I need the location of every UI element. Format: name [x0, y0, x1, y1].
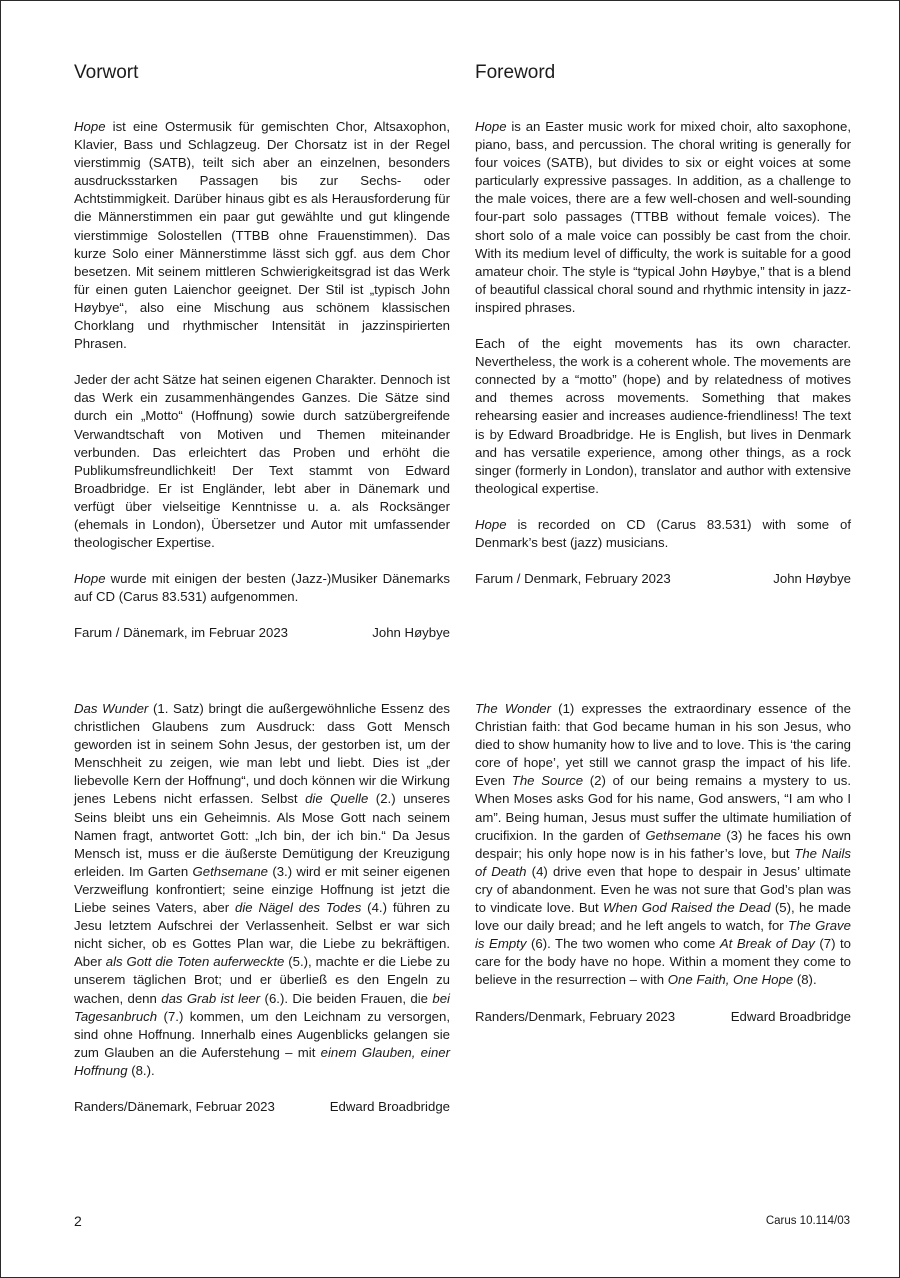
german-summary-block [74, 700, 450, 1116]
italic-title: Hope [74, 119, 106, 134]
english-signature-2 [475, 1008, 851, 1026]
italic-title: Hope [475, 119, 507, 134]
english-paragraph-3: Hope is recorded on CD (Carus 83.531) with some of Denmark’s best (jazz) musicians. [475, 516, 851, 550]
german-signature-2 [74, 1098, 450, 1116]
signature-author: Edward Broadbridge [730, 1008, 851, 1024]
italic-title: Gethsemane [645, 827, 721, 843]
german-foreword-block [74, 118, 450, 642]
page-title-german: Vorwort [74, 62, 139, 83]
italic-title: The Wonder [475, 701, 552, 716]
german-paragraph-4: Das Wunder (1. Satz) bringt die außergewöhnliche Essenz des christlichen Glaubens zum Ausdruck: dass Gott Mensch geworden ist in seinem Sohn Jesus, der gestorben ist, um der Menschheit zu zeigen, wie man lebt und liebt. Dies ist „der liebevolle Kern der Hoffnung“, und doch können wir die Wirkung jenes Lebens nicht erfassen. Selbst die Quelle (2.) unseres Seins bleibt uns ein Geheimnis. Als Mose Gott nach seinem Namen fragt, antwortet Gott: „Ich bin, der ich bin.“ Da Jesus Mensch ist, muss er die äußerste Demütigung der Kreuzigung erleiden. Im Garten Gethsemane (3.) wird er mit seiner eigenen Verzweiflung konfrontiert; seine einzige Hoffnung ist jetzt die Liebe seines Vaters, aber die Nägel des Todes (4.) führen zu Jesu letztem Aufschrei der Verlassenheit. Selbst er war sich nicht sicher, ob es Gottes Plan war, die Liebe zu bekräftigen. Aber als Gott die Toten auferweckte (5.), machte er die Liebe zu unserem täglichen Brot; und er überließ es den Engeln zu wachen, denn das Grab ist leer (6.). Die beiden Frauen, die bei Tagesanbruch (7.) kommen, um den Leichnam zu versorgen, sind ohne Hoffnung. Innerhalb eines Augenblicks gelangen sie zum Glauben an die Auferstehung – mit einem Glauben, einer Hoffnung (8.). [74, 701, 451, 1078]
italic-title: The Nails of Death [475, 845, 851, 879]
italic-title: als Gott die Toten auferweckte [105, 954, 285, 970]
german-signature-1 [74, 624, 450, 642]
italic-title: At Break of Day [719, 936, 815, 952]
signature-place-date: Farum / Dänemark, im Februar 2023 [74, 625, 289, 641]
english-signature-1 [475, 570, 851, 588]
italic-title: The Grave is Empty [475, 918, 851, 952]
english-paragraph-1: Hope is an Easter music work for mixed choir, alto saxophone, piano, bass, and percussion. The choral writing is generally for four voices (SATB), but divides to six or eight voices at some particularly expressive passages. In addition, as a challenge to the male voices, there are a few well-chosen and well-sounding four-part solo passages (TTBB without female voices). The short solo of a male voice can possibly be cast from the choir. With its medium level of difficulty, the work is suitable for a good amateur choir. The style is “typical John Høybye,” that is a blend of beautiful classical choral sound and rhythmic intensity in jazz-inspired phrases. [475, 119, 851, 315]
page-number: 2 [74, 1213, 82, 1229]
signature-author: John Høybye [773, 571, 851, 587]
italic-title: Hope [74, 571, 106, 587]
italic-title: When God Raised the Dead [603, 900, 771, 916]
english-summary-block [475, 700, 851, 1026]
italic-title: die Nägel des Todes [235, 900, 362, 916]
italic-title: einem Glauben, einer Hoffnung [74, 1044, 451, 1078]
italic-title: Hope [475, 516, 507, 532]
english-paragraph-4: The Wonder (1) expresses the extraordinary essence of the Christian faith: that God became human in his son Jesus, who died to show humanity how to live and to love. This is ‘the caring core of hope’, yet still we cannot grasp the impact of his life. Even The Source (2) of our being remains a mystery to us. When Moses asks God for his name, God answers, “I am who I am”. Being human, Jesus must suffer the ultimate humiliation of crucifixion. In the garden of Gethsemane (3) he faces his own despair; his only hope now is in his father’s love, but The Nails of Death (4) drive even that hope to despair in Jesus’ ultimate cry of abandonment. Even he was not sure that God’s plan was to vindicate love. But When God Raised the Dead (5), he made love our daily bread; and he left angels to watch, for The Grave is Empty (6). The two women who come At Break of Day (7) to care for the body have no hope. Within a moment they come to believe in the resurrection – with One Faith, One Hope (8). [475, 701, 851, 988]
italic-title: die Quelle [305, 791, 369, 807]
catalog-number: Carus 10.114/03 [765, 1215, 850, 1227]
page-title-english: Foreword [475, 62, 556, 83]
signature-place-date: Farum / Denmark, February 2023 [475, 571, 671, 587]
italic-title: bei Tagesanbruch [74, 990, 450, 1024]
german-paragraph-3: Hope wurde mit einigen der besten (Jazz-)Musiker Dänemarks auf CD (Carus 83.531) aufgenommen. [74, 571, 450, 605]
german-paragraph-1: Hope ist eine Ostermusik für gemischten Chor, Altsaxophon, Klavier, Bass und Schlagzeug. Der Chorsatz ist in der Regel vierstimmig (SATB), teilt sich aber an einzelnen, besonders ausdrucksstarken Passagen bis zur Sechs- oder Achtstimmigkeit. Darüber hinaus gibt es als Herausforderung für die Männerstimmen ein paar gut gewählte und gut klingende vierstimmige Solostellen (TTBB ohne Frauenstimmen). Das kurze Solo einer Männerstimme lässt sich ggf. aus dem Chor besetzen. Mit seinem mittleren Schwierigkeitsgrad ist das Werk für einen guten Laienchor geeignet. Der Stil ist „typisch John Høybye“, also eine Mischung aus schönem klassischen Chorklang und rhythmischer Intensität in jazzinspirierten Phrasen. [74, 119, 450, 352]
italic-title: Gethsemane [192, 863, 269, 879]
signature-author: John Høybye [372, 625, 450, 641]
signature-author: Edward Broadbridge [329, 1098, 450, 1114]
signature-place-date: Randers/Denmark, February 2023 [475, 1008, 676, 1024]
italic-title: The Source [511, 773, 584, 789]
german-paragraph-2: Jeder der acht Sätze hat seinen eigenen Charakter. Dennoch ist das Werk ein zusammenhängendes Ganzes. Die Sätze sind durch ein „Motto“ (Hoffnung) sowie durch satzübergreifende Verwandtschaft von Motiven und Themen miteinander verbunden. Das erleichtert das Proben und erhöht die Publikumsfreundlichkeit! Der Text stammt von Edward Broadbridge. Er ist Engländer, lebt aber in Dänemark und verfügt über vielseitige Kenntnisse u. a. als Rocksänger (ehemals in London), Übersetzer und Autor mit umfassender theologischer Expertise. [74, 372, 450, 551]
italic-title: One Faith, One Hope [667, 972, 794, 988]
italic-title: das Grab ist leer [161, 990, 261, 1006]
italic-title: Das Wunder [74, 701, 149, 716]
english-foreword-block [475, 118, 851, 588]
english-paragraph-2: Each of the eight movements has its own character. Nevertheless, the work is a coherent whole. The movements are connected by a “motto” (hope) and by relatedness of motives and themes across movements. Something that makes rehearsing easier and increases audience-friendliness! The text is by Edward Broadbridge. He is English, but lives in Denmark and has versatile experience, among other things, as a rock singer (formerly in London), translator and author with extensive theological expertise. [475, 336, 851, 496]
signature-place-date: Randers/Dänemark, Februar 2023 [74, 1098, 275, 1114]
